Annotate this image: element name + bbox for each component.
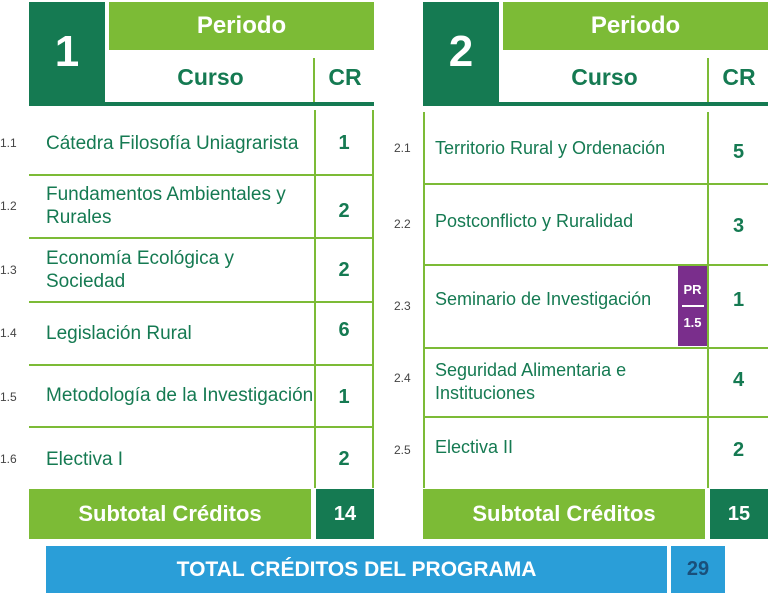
row-index: 2.1 <box>394 141 411 155</box>
row-index: 1.3 <box>0 263 17 277</box>
prerequisite-value: 1.5 <box>683 315 702 330</box>
course-name: Electiva II <box>435 436 514 457</box>
period-2-subtotal-value: 15 <box>710 489 768 539</box>
row-index: 1.2 <box>0 199 17 213</box>
row-index: 1.4 <box>0 326 17 340</box>
period-1-right-border <box>372 110 374 488</box>
period-2-cr-header: CR <box>710 52 768 102</box>
period-1-subtotal-value: 14 <box>316 489 374 539</box>
course-credits: 1 <box>732 288 745 311</box>
period-2-number: 2 <box>423 2 499 102</box>
row-index: 1.1 <box>0 136 17 150</box>
prerequisite-label: PR <box>683 282 702 297</box>
course-credits: 6 <box>338 318 350 341</box>
course-credits: 3 <box>732 214 745 237</box>
course-credits: 2 <box>338 258 350 281</box>
row-index: 1.5 <box>0 390 17 404</box>
course-name: Territorio Rural y Ordenación <box>435 137 666 158</box>
period-1-number: 1 <box>29 2 105 102</box>
course-name: Metodología de la Investigación <box>46 384 314 406</box>
course-credits: 4 <box>732 368 745 391</box>
course-credits: 2 <box>732 438 745 461</box>
program-total-label: TOTAL CRÉDITOS DEL PROGRAMA <box>46 546 667 593</box>
course-credits: 1 <box>338 131 350 154</box>
course-credits: 2 <box>338 447 350 470</box>
course-name: Electiva I <box>46 448 124 470</box>
period-1-header: Periodo <box>109 2 374 50</box>
row-index: 2.2 <box>394 217 411 231</box>
program-total-value: 29 <box>671 546 725 593</box>
period-2-subtotal-label: Subtotal Créditos <box>423 489 705 539</box>
row-index: 2.4 <box>394 371 411 385</box>
course-name: Postconflicto y Ruralidad <box>435 210 634 231</box>
course-name: Economía Ecológica y Sociedad <box>46 248 234 292</box>
period-2-header-line <box>423 102 768 106</box>
row-index: 1.6 <box>0 452 17 466</box>
period-2-curso-header: Curso <box>503 52 706 102</box>
course-name: Fundamentos Ambientales y Rurales <box>46 184 286 228</box>
course-credits: 5 <box>732 140 745 163</box>
period-2-header-divider <box>707 58 709 102</box>
course-name: Seminario de Investigación <box>435 288 652 309</box>
period-1-curso-header: Curso <box>109 52 312 102</box>
course-name: Seguridad Alimentaria e Instituciones <box>435 360 627 403</box>
prerequisite-divider <box>682 305 704 307</box>
course-name: Legislación Rural <box>46 322 192 344</box>
period-1-subtotal-label: Subtotal Créditos <box>29 489 311 539</box>
period-1-header-divider <box>313 58 315 102</box>
prerequisite-badge <box>678 266 707 346</box>
row-index: 2.5 <box>394 443 411 457</box>
course-name: Cátedra Filosofía Uniagrarista <box>46 132 299 154</box>
course-credits: 2 <box>338 199 350 222</box>
course-credits: 1 <box>338 385 350 408</box>
period-1-cr-header: CR <box>316 52 374 102</box>
period-2-header: Periodo <box>503 2 768 50</box>
row-index: 2.3 <box>394 299 411 313</box>
period-1-header-line <box>29 102 374 106</box>
